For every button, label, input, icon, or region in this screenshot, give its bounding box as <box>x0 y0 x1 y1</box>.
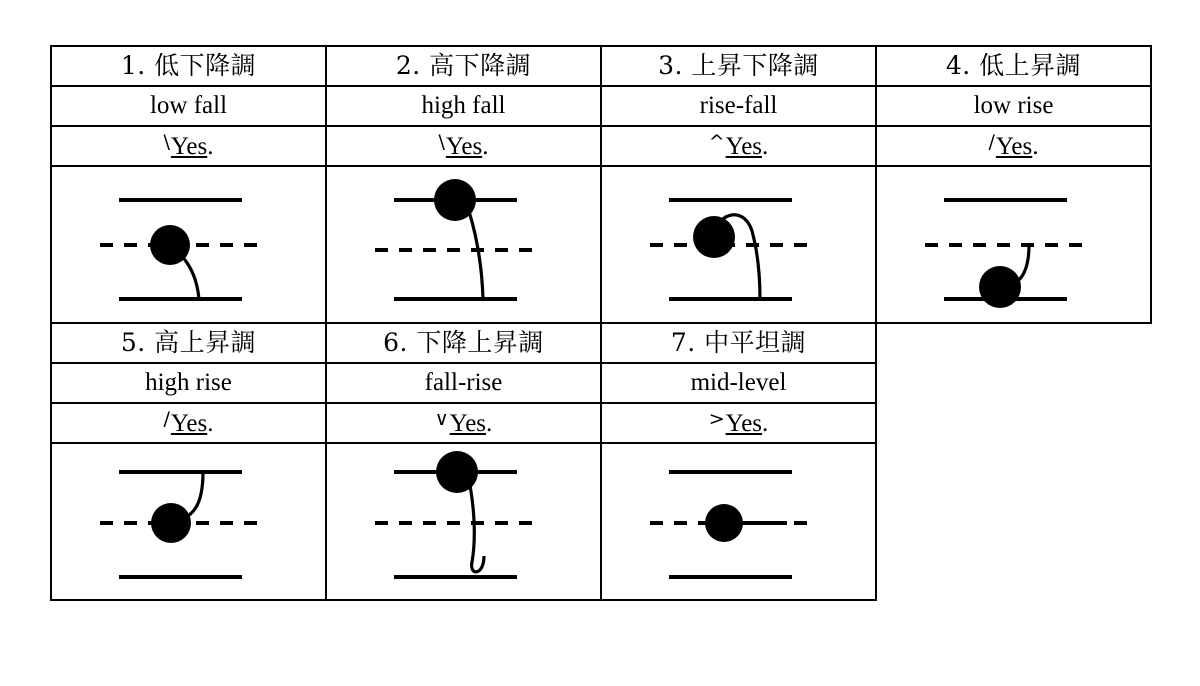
example-word-5: Yes <box>170 410 208 437</box>
tone-mark-2: \ <box>438 131 445 153</box>
cell-example-1 <box>51 126 326 166</box>
jp-label-1: 1. 低下降調 <box>120 51 257 81</box>
example-word-1: Yes <box>170 133 208 160</box>
en-label-1: low fall <box>149 92 228 119</box>
jp-label-7: 7. 中平坦調 <box>670 328 807 358</box>
cell-en-5 <box>51 363 326 403</box>
cell-example-7 <box>601 403 876 443</box>
example-7 <box>602 408 875 438</box>
example-word-4: Yes <box>995 133 1033 160</box>
example-period-2: . <box>482 133 489 160</box>
en-label-7: mid-level <box>690 369 787 396</box>
mid-level-diagram <box>602 444 875 599</box>
jp-label-4: 4. 低上昇調 <box>945 51 1082 81</box>
tone-mark-4: / <box>988 131 995 153</box>
example-word-3: Yes <box>725 133 763 160</box>
cell-en-1 <box>51 86 326 126</box>
cell-jp-6 <box>326 323 601 363</box>
en-label-2: high fall <box>421 92 506 119</box>
example-5 <box>52 408 325 438</box>
en-label-5: high rise <box>145 369 232 396</box>
table-row-japanese-labels-1 <box>51 46 1151 86</box>
high-rise-diagram <box>52 444 325 599</box>
tone-mark-6: ∨ <box>434 408 449 430</box>
example-period-5: . <box>207 410 214 437</box>
table-row-examples-1 <box>51 126 1151 166</box>
cell-diagram-3 <box>601 166 876 323</box>
high-fall-diagram <box>327 167 600 322</box>
example-period-4: . <box>1032 133 1039 160</box>
cell-en-3 <box>601 86 876 126</box>
example-word-2: Yes <box>445 133 483 160</box>
table-row-japanese-labels-2 <box>51 323 1151 363</box>
tone-mark-1: \ <box>163 131 170 153</box>
low-fall-diagram <box>52 167 325 322</box>
cell-empty <box>876 323 1151 600</box>
example-period-6: . <box>486 410 493 437</box>
en-label-3: rise-fall <box>699 92 778 119</box>
table-row-diagrams-1 <box>51 166 1151 323</box>
tone-table <box>50 45 1152 601</box>
example-period-7: . <box>762 410 769 437</box>
cell-jp-7 <box>601 323 876 363</box>
example-period-1: . <box>207 133 214 160</box>
example-period-3: . <box>762 133 769 160</box>
cell-example-4 <box>876 126 1151 166</box>
cell-jp-3 <box>601 46 876 86</box>
cell-diagram-1 <box>51 166 326 323</box>
example-4 <box>877 131 1150 161</box>
cell-en-6 <box>326 363 601 403</box>
cell-jp-2 <box>326 46 601 86</box>
rise-fall-diagram <box>602 167 875 322</box>
example-1 <box>52 131 325 161</box>
cell-example-6 <box>326 403 601 443</box>
low-rise-diagram <box>877 167 1150 322</box>
cell-example-5 <box>51 403 326 443</box>
cell-jp-5 <box>51 323 326 363</box>
jp-label-5: 5. 高上昇調 <box>120 328 257 358</box>
cell-diagram-2 <box>326 166 601 323</box>
cell-jp-1 <box>51 46 326 86</box>
cell-example-3 <box>601 126 876 166</box>
jp-label-3: 3. 上昇下降調 <box>658 51 819 81</box>
cell-example-2 <box>326 126 601 166</box>
fall-rise-diagram <box>327 444 600 599</box>
cell-diagram-7 <box>601 443 876 600</box>
tone-mark-3: ^ <box>708 131 725 153</box>
table-row-english-labels-1 <box>51 86 1151 126</box>
en-label-6: fall-rise <box>424 369 503 396</box>
example-3 <box>602 131 875 161</box>
cell-en-2 <box>326 86 601 126</box>
cell-en-4 <box>876 86 1151 126</box>
jp-label-6: 6. 下降上昇調 <box>383 328 544 358</box>
jp-label-2: 2. 高下降調 <box>395 51 532 81</box>
en-label-4: low rise <box>973 92 1054 119</box>
cell-diagram-6 <box>326 443 601 600</box>
tone-mark-7: > <box>708 408 725 430</box>
cell-jp-4 <box>876 46 1151 86</box>
tone-mark-5: / <box>163 408 170 430</box>
example-word-6: Yes <box>449 410 487 437</box>
cell-diagram-4 <box>876 166 1151 323</box>
example-6 <box>327 408 600 438</box>
cell-diagram-5 <box>51 443 326 600</box>
example-2 <box>327 131 600 161</box>
example-word-7: Yes <box>725 410 763 437</box>
cell-en-7 <box>601 363 876 403</box>
